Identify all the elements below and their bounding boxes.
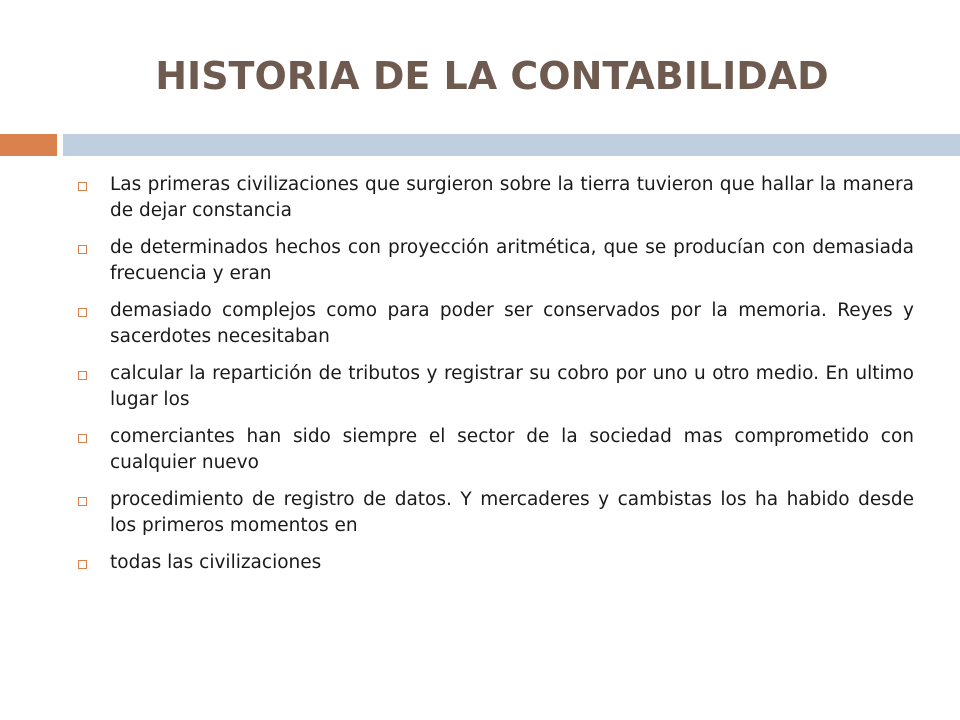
hollow-square-bullet-icon <box>78 371 87 380</box>
hollow-square-bullet-icon <box>78 182 87 191</box>
bullet-text: comerciantes han sido siempre el sector de la sociedad mas comprometido con cualquier nuevo <box>110 426 914 473</box>
list-item <box>72 172 914 224</box>
bullet-text: Las primeras civilizaciones que surgieron sobre la tierra tuvieron que hallar la manera de dejar constancia <box>110 174 914 221</box>
accent-bar-blue <box>63 134 960 156</box>
list-item <box>72 361 914 413</box>
hollow-square-bullet-icon <box>78 434 87 443</box>
hollow-square-bullet-icon <box>78 308 87 317</box>
accent-bar-orange <box>0 134 57 156</box>
bullet-text: demasiado complejos como para poder ser conservados por la memoria. Reyes y sacerdotes necesitaban <box>110 300 914 347</box>
bullet-list <box>72 172 914 587</box>
list-item <box>72 487 914 539</box>
hollow-square-bullet-icon <box>78 560 87 569</box>
bullet-text: calcular la repartición de tributos y registrar su cobro por uno u otro medio. En ultimo lugar los <box>110 363 914 410</box>
slide-title: HISTORIA DE LA CONTABILIDAD <box>155 54 829 98</box>
list-item <box>72 424 914 476</box>
bullet-text: de determinados hechos con proyección aritmética, que se producían con demasiada frecuencia y eran <box>110 237 914 284</box>
list-item <box>72 550 914 576</box>
hollow-square-bullet-icon <box>78 497 87 506</box>
hollow-square-bullet-icon <box>78 245 87 254</box>
bullet-text: todas las civilizaciones <box>110 552 322 573</box>
bullet-text: procedimiento de registro de datos. Y mercaderes y cambistas los ha habido desde los primeros momentos en <box>110 489 914 536</box>
list-item <box>72 298 914 350</box>
list-item <box>72 235 914 287</box>
